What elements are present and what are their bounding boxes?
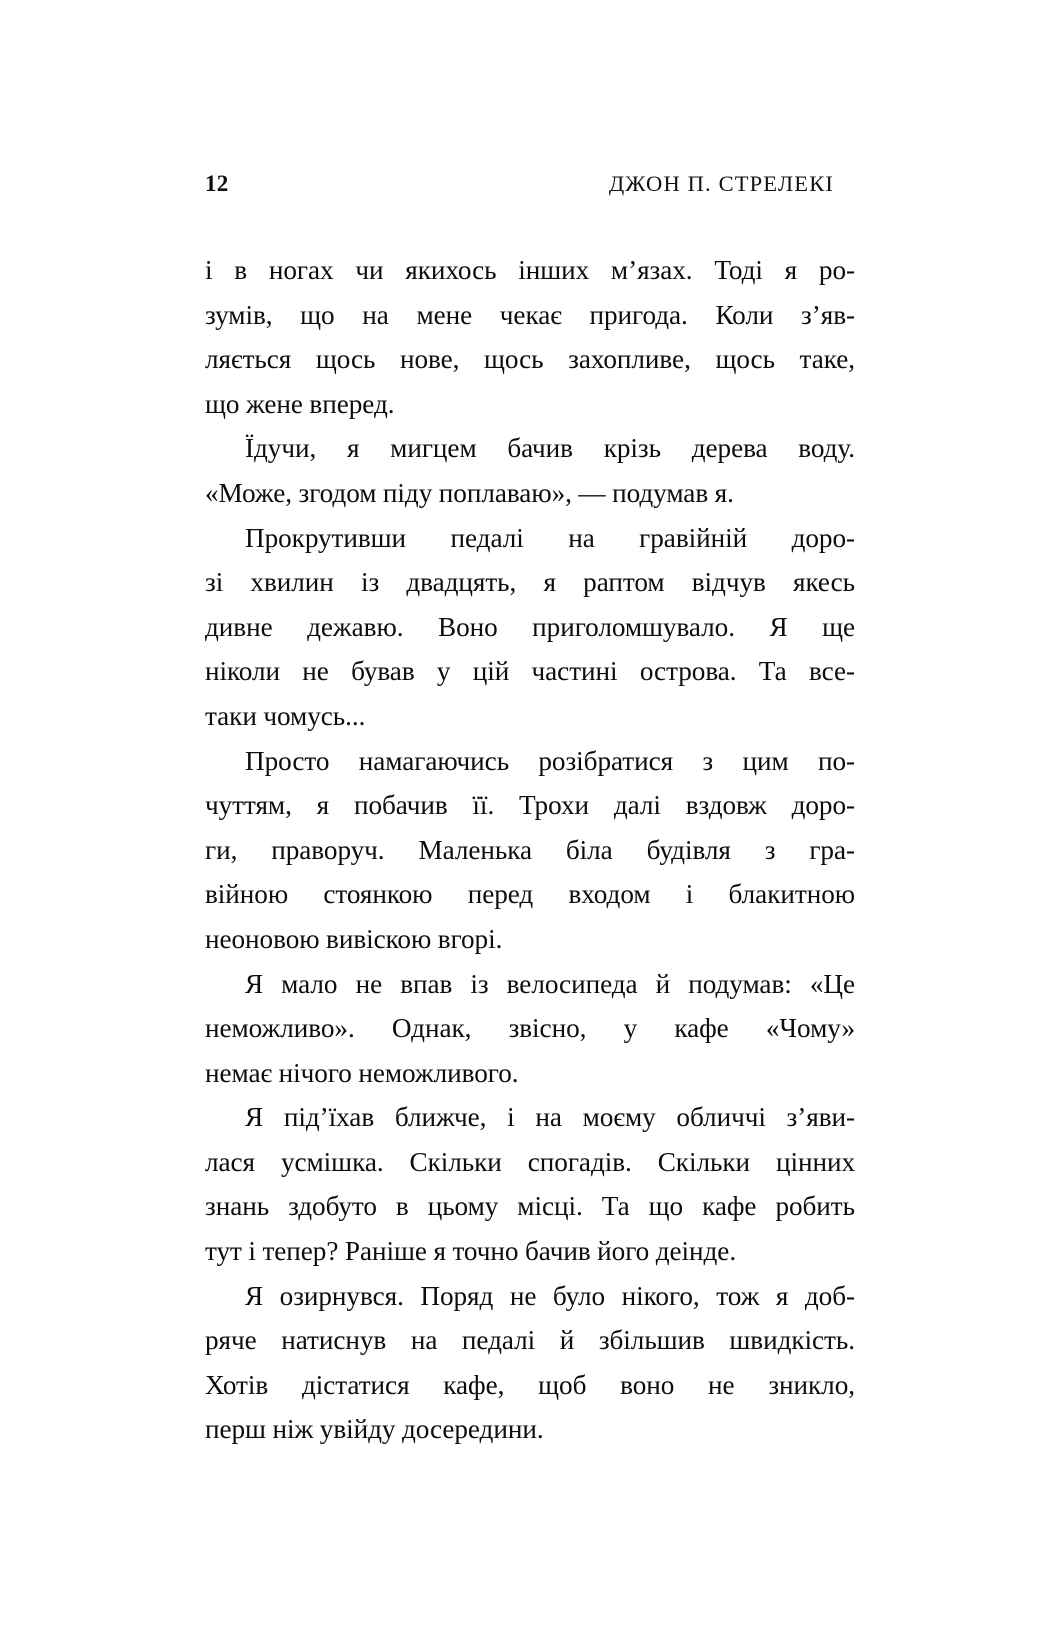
text-line: дивне дежавю. Воно приголомшувало. Я ще: [205, 611, 855, 642]
text-line: ляється щось нове, щось захопливе, щось таке,: [205, 344, 855, 375]
text-line: Прокрутивши педалі на гравійній доро-: [245, 522, 855, 553]
text-line: неможливо». Однак, звісно, у кафе «Чому»: [205, 1013, 855, 1044]
text-line: війною стоянкою перед входом і блакитною: [205, 879, 855, 910]
text-line: Хотів дістатися кафе, щоб воно не зникло,: [205, 1369, 855, 1400]
text-line: Я озирнувся. Поряд не було нікого, тож я доб-: [245, 1280, 855, 1311]
text-line: і в ногах чи якихось інших м’язах. Тоді я ро-: [205, 255, 855, 285]
text-line: зі хвилин із двадцять, я раптом відчув якесь: [205, 567, 855, 598]
paragraph: [205, 516, 855, 739]
paragraph: [205, 1274, 855, 1452]
text-line: Їдучи, я мигцем бачив крізь дерева воду.: [245, 433, 855, 464]
text-line: ги, праворуч. Маленька біла будівля з гра-: [205, 834, 855, 865]
text-line: знань здобуто в цьому місці. Та що кафе робить: [205, 1191, 855, 1222]
body-text: [205, 248, 855, 1452]
text-line: ніколи не бував у цій частині острова. Та все-: [205, 656, 855, 687]
text-line: що жене вперед.: [205, 388, 395, 419]
text-line: Просто намагаючись розібратися з цим по-: [245, 745, 855, 776]
text-line: зумів, що на мене чекає пригода. Коли з’яв-: [205, 299, 855, 330]
paragraph: [205, 426, 855, 515]
running-head-title: ДЖОН П. СТРЕЛЕКІ: [608, 171, 834, 196]
text-line: ряче натиснув на педалі й збільшив швидкість.: [205, 1325, 855, 1356]
text-line: Я під’їхав ближче, і на моєму обличчі з’яви-: [245, 1102, 855, 1133]
paragraph: [205, 962, 855, 1096]
paragraph: [205, 739, 855, 962]
text-line: Я мало не впав із велосипеда й подумав: «Це: [245, 968, 855, 999]
running-head: [205, 172, 834, 206]
text-line: чуттям, я побачив її. Трохи далі вздовж доро-: [205, 790, 855, 821]
text-line: неоновою вивіскою вгорі.: [205, 923, 503, 954]
paragraph: [205, 1095, 855, 1273]
text-line: «Може, згодом піду поплаваю», — подумав я.: [205, 477, 734, 508]
text-line: немає нічого неможливого.: [205, 1057, 519, 1088]
text-line: перш ніж увійду досередини.: [205, 1414, 544, 1445]
page-number: 12: [205, 171, 229, 196]
text-line: таки чомусь...: [205, 700, 366, 731]
paragraph: [205, 248, 855, 426]
text-line: лася усмішка. Скільки спогадів. Скільки цінних: [205, 1146, 855, 1177]
text-line: тут і тепер? Раніше я точно бачив його деінде.: [205, 1236, 737, 1267]
